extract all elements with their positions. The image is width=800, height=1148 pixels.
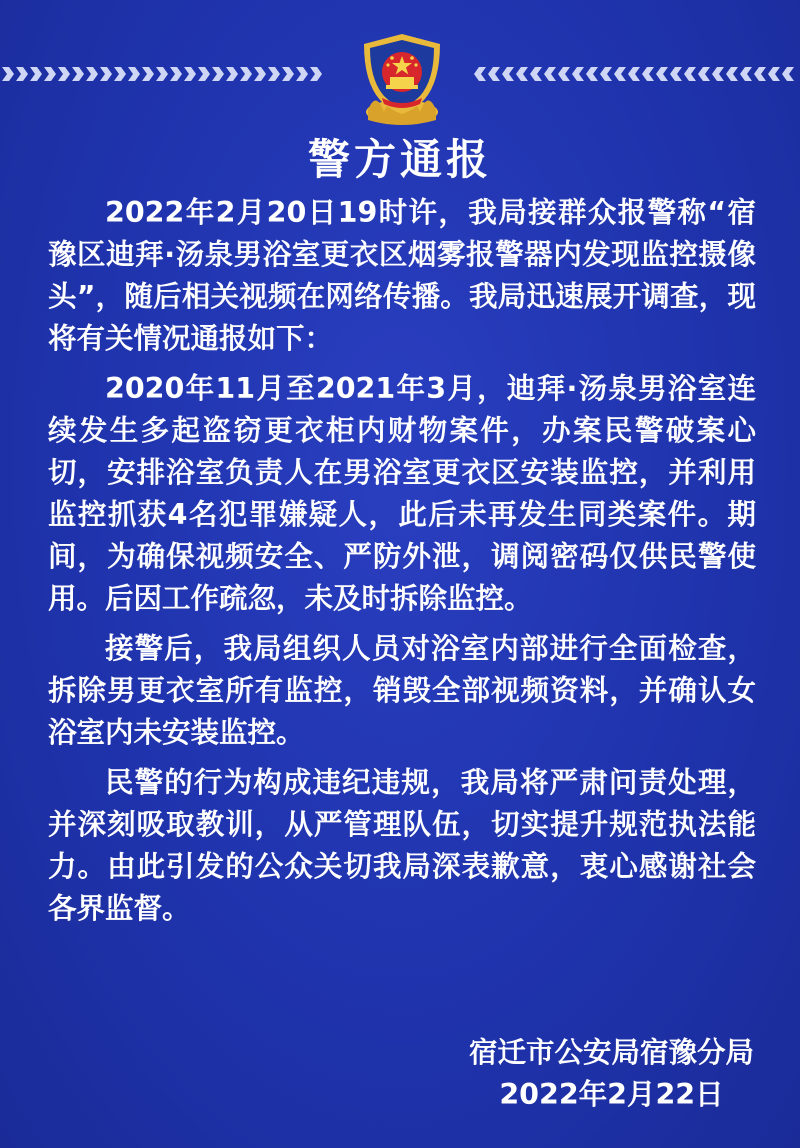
chevron-mark <box>170 67 182 81</box>
chevron-mark <box>656 67 668 81</box>
chevron-mark <box>502 67 514 81</box>
chevron-mark <box>642 67 654 81</box>
issue-date: 2022年2月22日 <box>499 1078 724 1111</box>
chevron-mark <box>754 67 766 81</box>
police-emblem-icon <box>354 30 450 130</box>
chevron-mark <box>614 67 626 81</box>
chevron-mark <box>30 67 42 81</box>
header-band <box>0 0 800 130</box>
chevron-mark <box>282 67 294 81</box>
chevron-mark <box>712 67 724 81</box>
chevron-mark <box>212 67 224 81</box>
chevron-mark <box>58 67 70 81</box>
chevron-mark <box>600 67 612 81</box>
chevron-mark <box>310 67 322 81</box>
paragraph-3: 接警后，我局组织人员对浴室内部进行全面检查，拆除男更衣室所有监控，销毁全部视频资料，并确认女浴室内未安装监控。 <box>48 632 756 749</box>
chevron-mark <box>670 67 682 81</box>
chevron-mark <box>516 67 528 81</box>
chevron-mark <box>72 67 84 81</box>
chevron-band-right-icon <box>472 64 800 84</box>
chevron-mark <box>2 67 14 81</box>
chevron-mark <box>100 67 112 81</box>
chevron-mark <box>16 67 28 81</box>
chevron-mark <box>544 67 556 81</box>
chevron-mark <box>198 67 210 81</box>
paragraph-1: 2022年2月20日19时许，我局接群众报警称“宿豫区迪拜·汤泉男浴室更衣区烟雾报警器内发现监控摄像头”，随后相关视频在网络传播。我局迅速展开调查，现将有关情况通报如下： <box>48 196 756 355</box>
chevron-mark <box>296 67 308 81</box>
chevron-mark <box>226 67 238 81</box>
chevron-mark <box>86 67 98 81</box>
chevron-mark <box>558 67 570 81</box>
chevron-mark <box>530 67 542 81</box>
chevron-mark <box>572 67 584 81</box>
chevron-band-left-icon <box>0 64 330 84</box>
paragraph-4: 民警的行为构成违纪违规，我局将严肃问责处理，并深刻吸取教训，从严管理队伍，切实提升规范执法能力。由此引发的公众关切我局深表歉意，衷心感谢社会各界监督。 <box>48 766 756 925</box>
paragraph-2: 2020年11月至2021年3月，迪拜·汤泉男浴室连续发生多起盗窃更衣柜内财物案件，办案民警破案心切，安排浴室负责人在男浴室更衣区安装监控，并利用监控抓获4名犯罪嫌疑人，此后未再发生同类案件。期间，为确保视频安全、严防外泄，调阅密码仅供民警使用。后因工作疏忽，未及时拆除监控。 <box>48 372 756 615</box>
issuer-name: 宿迁市公安局宿豫分局 <box>468 1036 754 1069</box>
chevron-mark <box>488 67 500 81</box>
page-title: 警方通报 <box>307 135 492 184</box>
chevron-mark <box>44 67 56 81</box>
notice-body <box>48 192 756 938</box>
chevron-mark <box>156 67 168 81</box>
signature-block <box>469 1032 754 1116</box>
chevron-mark <box>184 67 196 81</box>
chevron-mark <box>240 67 252 81</box>
chevron-mark <box>782 67 794 81</box>
chevron-mark <box>726 67 738 81</box>
chevron-mark <box>698 67 710 81</box>
chevron-mark <box>474 67 486 81</box>
chevron-mark <box>128 67 140 81</box>
chevron-mark <box>114 67 126 81</box>
chevron-mark <box>268 67 280 81</box>
chevron-mark <box>142 67 154 81</box>
chevron-mark <box>628 67 640 81</box>
chevron-mark <box>254 67 266 81</box>
chevron-mark <box>586 67 598 81</box>
chevron-mark <box>684 67 696 81</box>
chevron-mark <box>768 67 780 81</box>
chevron-mark <box>740 67 752 81</box>
